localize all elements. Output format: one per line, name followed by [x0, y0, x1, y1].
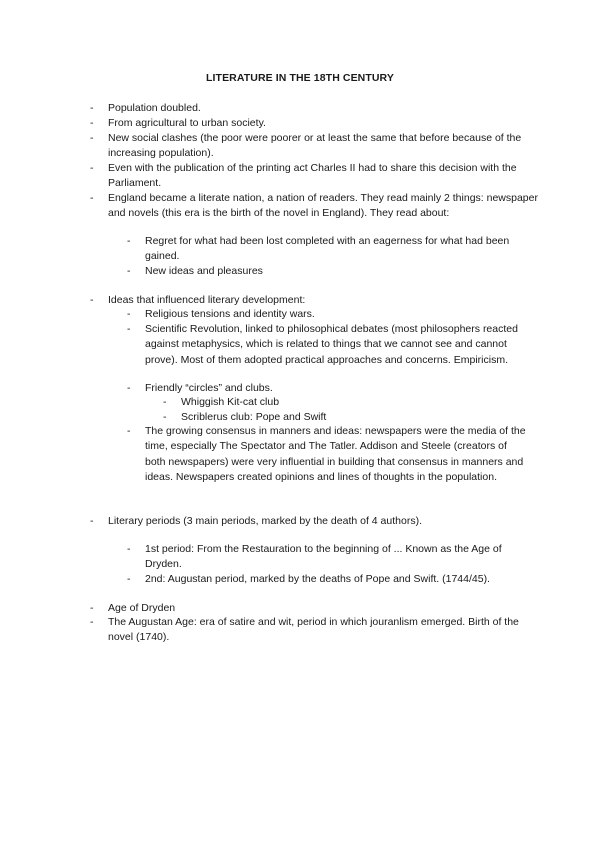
list-item-text: Scriblerus club: Pope and Swift	[181, 411, 327, 423]
list-item-text: The Augustan Age: era of satire and wit, period in which jouranlism emerged. Birth of the novel (1740).	[108, 616, 519, 644]
list-item-text: England became a literate nation, a nation of readers. They read mainly 2 things: newspaper and novels (this era is the birth of the novel in England). They read about:	[108, 192, 538, 220]
bullet-dash: -	[127, 235, 131, 247]
list-item-text: Scientific Revolution, linked to philosophical debates (most philosophers reacted against metaphysics, which is related to things that we cannot see and cannot prove). Most of them adopted practical approaches and concerns. Empiricism.	[145, 323, 518, 366]
bullet-dash: -	[90, 132, 94, 144]
list-item-text: Population doubled.	[108, 102, 201, 114]
list-item-text: 2nd: Augustan period, marked by the deaths of Pope and Swift. (1744/45).	[145, 573, 490, 585]
page-title: LITERATURE IN THE 18TH CENTURY	[206, 72, 394, 84]
bullet-dash: -	[163, 396, 167, 408]
list-item-text: Ideas that influenced literary development:	[108, 294, 306, 306]
list-item-text: Literary periods (3 main periods, marked by the death of 4 authors).	[108, 515, 422, 527]
bullet-dash: -	[90, 616, 94, 628]
list-item-text: New social clashes (the poor were poorer or at least the same that before because of the increasing population).	[108, 132, 522, 160]
bullet-dash: -	[90, 102, 94, 114]
list-item-text: Whiggish Kit-cat club	[181, 396, 280, 408]
bullet-dash: -	[163, 411, 167, 423]
bullet-dash: -	[127, 425, 131, 437]
list-item-text: The growing consensus in manners and ideas: newspapers were the media of the time, especially The Spectator and The Tatler. Addison and Steele (creators of both newspapers) were very influential in building that consensus in manners and ideas. Newspapers created opinions and lines of thoughts in the population.	[145, 425, 526, 484]
bullet-dash: -	[90, 117, 94, 129]
bullet-dash: -	[90, 602, 94, 614]
list-item-text: Even with the publication of the printing act Charles II had to share this decision with the Parliament.	[108, 162, 517, 190]
list-item-text: Religious tensions and identity wars.	[145, 308, 315, 320]
list-item-text: Age of Dryden	[108, 602, 176, 614]
list-item-text: From agricultural to urban society.	[108, 117, 266, 129]
bullet-dash: -	[90, 162, 94, 174]
bullet-dash: -	[127, 323, 131, 335]
bullet-dash: -	[127, 382, 131, 394]
bullet-dash: -	[90, 192, 94, 204]
bullet-dash: -	[127, 543, 131, 555]
bullet-dash: -	[90, 515, 94, 527]
bullet-dash: -	[127, 265, 131, 277]
bullet-dash: -	[90, 294, 94, 306]
bullet-dash: -	[127, 573, 131, 585]
bullet-dash: -	[127, 308, 131, 320]
list-item-text: Regret for what had been lost completed with an eagerness for what had been gained.	[145, 235, 510, 263]
list-item-text: 1st period: From the Restauration to the beginning of ... Known as the Age of Dryden.	[145, 543, 502, 571]
list-item-text: New ideas and pleasures	[145, 265, 263, 277]
list-item-text: Friendly “circles” and clubs.	[145, 382, 273, 394]
